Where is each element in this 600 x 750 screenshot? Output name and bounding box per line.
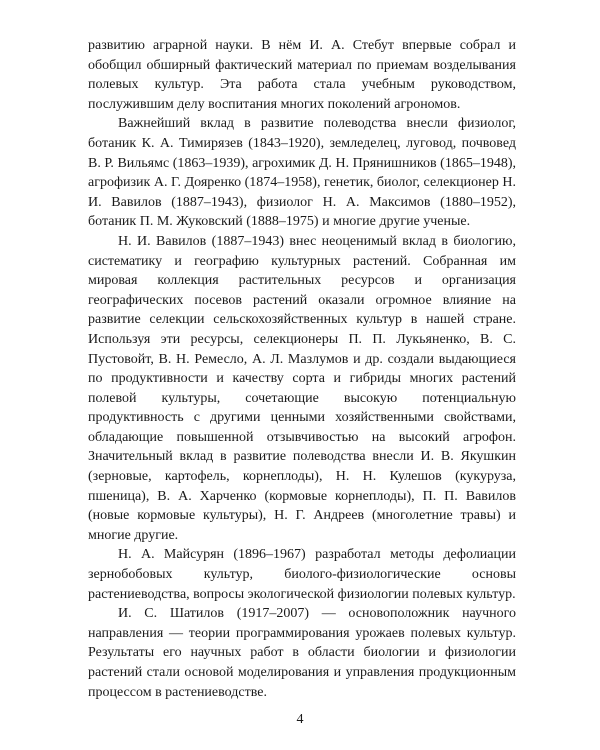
paragraph-contributors: Важнейший вклад в развитие полеводства внесли физиолог, ботаник К. А. Тимирязев (1843–1920), земледелец, луговод, почвовед В. Р. Вильямс (1863–1939), агрохимик Д. Н. Прянишников (1865–1948), агрофизик А. Г. Дояренко (1874–1958), генетик, биолог, селекционер Н. И. Вавилов (1887–1943), физиолог Н. А. Максимов (1880–1952), ботаник П. М. Жуковский (1888–1975) и многие другие ученые.: [88, 116, 516, 230]
paragraph-maysuryan: Н. А. Майсурян (1896–1967) разработал методы дефолиации зернобобовых культур, биолого-физиологические основы растениеводства, вопросы экологической физиологии полевых культур.: [88, 547, 516, 602]
paragraph-vavilov: Н. И. Вавилов (1887–1943) внес неоценимый вклад в биологию, систематику и географию культурных растений. Собранная им мировая коллекция растительных ресурсов и организация географических посевов растений оказали огромное влияние на развитие селекции сельскохозяйственных культур в нашей стране. Используя эти ресурсы, селекционеры П. П. Лукьяненко, В. С. Пустовойт, В. Н. Ремесло, А. Л. Мазлумов и др. создали выдающиеся по продуктивности и качеству сорта и гибриды многих растений полевой культуры, сочетающие высокую потенциальную продуктивность с другими ценными хозяйственными свойствами, обладающие повышенной отзывчивостью на высокий агрофон. Значительный вклад в развитие полеводства внесли И. В. Якушкин (зерновые, картофель, корнеплоды), Н. Н. Кулешов (кукуруза, пшеница), В. А. Харченко (кормовые корнеплоды), П. П. Вавилов (новые кормовые культуры), Н. Г. Андреев (многолетние травы) и многие другие.: [88, 233, 516, 543]
page-number: 4: [296, 712, 304, 727]
paragraph-stebut: развитию аграрной науки. В нём И. А. Стебут впервые собрал и обобщил обширный фактический материал по приемам возделывания полевых культур. Эта работа стала учебным руководством, послужившим делу воспитания многих поколений агрономов.: [88, 38, 516, 112]
paragraph-shatilov: И. С. Шатилов (1917–2007) — основоположник научного направления — теории программирования урожаев полевых культур. Результаты его научных работ в области биологии и физиологии растений стали основой моделирования и управления продукционным процессом в растениеводстве.: [88, 606, 516, 700]
page-body: [88, 36, 516, 702]
